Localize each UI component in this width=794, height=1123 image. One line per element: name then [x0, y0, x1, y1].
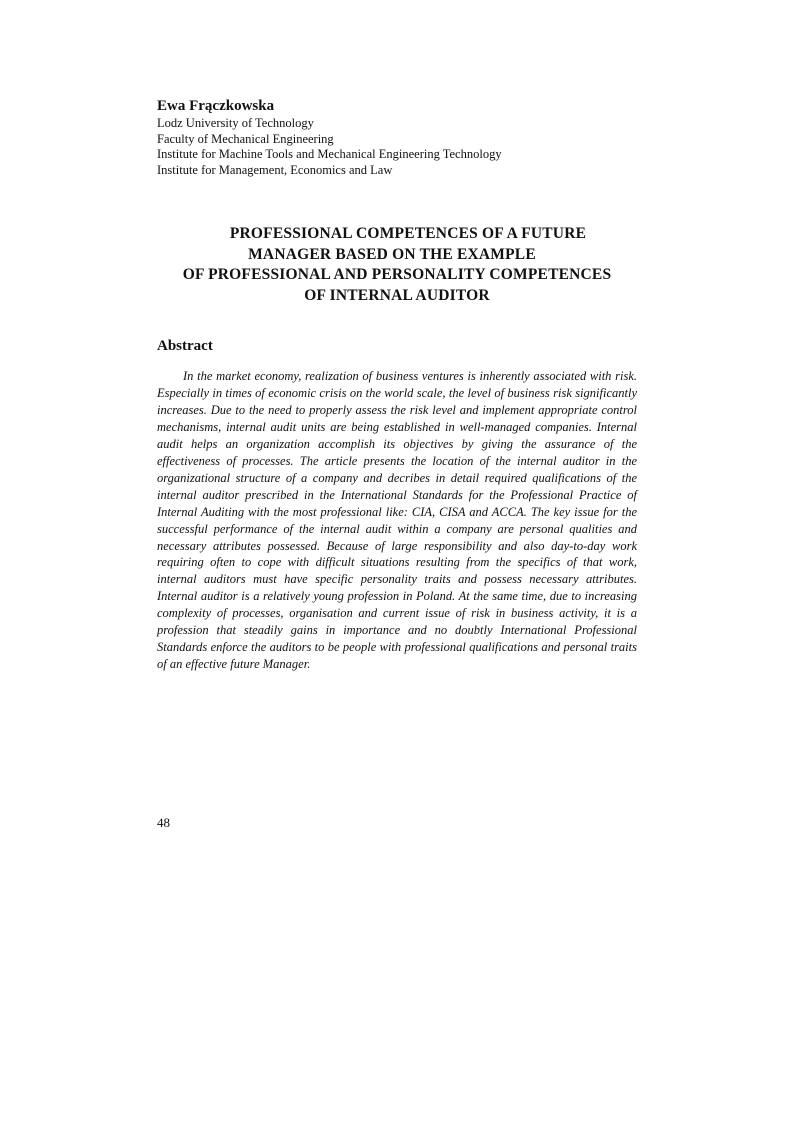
title-line-2: MANAGER BASED ON THE EXAMPLE	[248, 245, 536, 263]
affiliation-faculty: Faculty of Mechanical Engineering	[157, 131, 334, 146]
abstract-heading: Abstract	[157, 338, 213, 354]
affiliation-institute-management: Institute for Management, Economics and Law	[157, 162, 393, 177]
page-number: 48	[157, 815, 170, 830]
paper-title	[157, 224, 637, 306]
abstract-text: In the market economy, realization of business ventures is inherently associated with risk. Especially in times of economic crisis on the world scale, the level of business risk significantly increases. Due to the need to properly assess the risk level and implement appropriate control mechanisms, internal audit units are being established in well-managed companies. Internal audit helps an organization accomplish its objectives by giving the assurance of the effectiveness of processes. The article presents the location of the internal auditor in the organizational structure of a company and decribes in detail required qualifications of the internal auditor prescribed in the International Standards for the Professional Practice of Internal Auditing with the most professional like: CIA, CISA and ACCA. The key issue for the successful performance of the internal audit within a company are personal qualities and necessary attributes possessed. Because of large responsibility and also day-to-day work requiring often to cope with difficult situations resulting from the specifics of that work, internal auditors must have specific personality traits and possess necessary attributes. Internal auditor is a relatively young profession in Poland. At the same time, due to increasing complexity of processes, organisation and current issue of risk in business activity, it is a profession that steadily gains in importance and no doubtly International Professional Standards enforce the auditors to be people with professional qualifications and personal traits of an effective future Manager.	[157, 369, 637, 672]
affiliation-institute-machine-tools: Institute for Machine Tools and Mechanical Engineering Technology	[157, 147, 502, 161]
title-line-1: PROFESSIONAL COMPETENCES OF A FUTURE	[229, 225, 587, 242]
author-block	[157, 97, 637, 178]
author-name: Ewa Frączkowska	[157, 98, 275, 114]
title-line-4: OF INTERNAL AUDITOR	[304, 286, 490, 304]
affiliation-university: Lodz University of Technology	[157, 116, 314, 130]
title-line-3: OF PROFESSIONAL AND PERSONALITY COMPETENCES	[182, 266, 612, 283]
